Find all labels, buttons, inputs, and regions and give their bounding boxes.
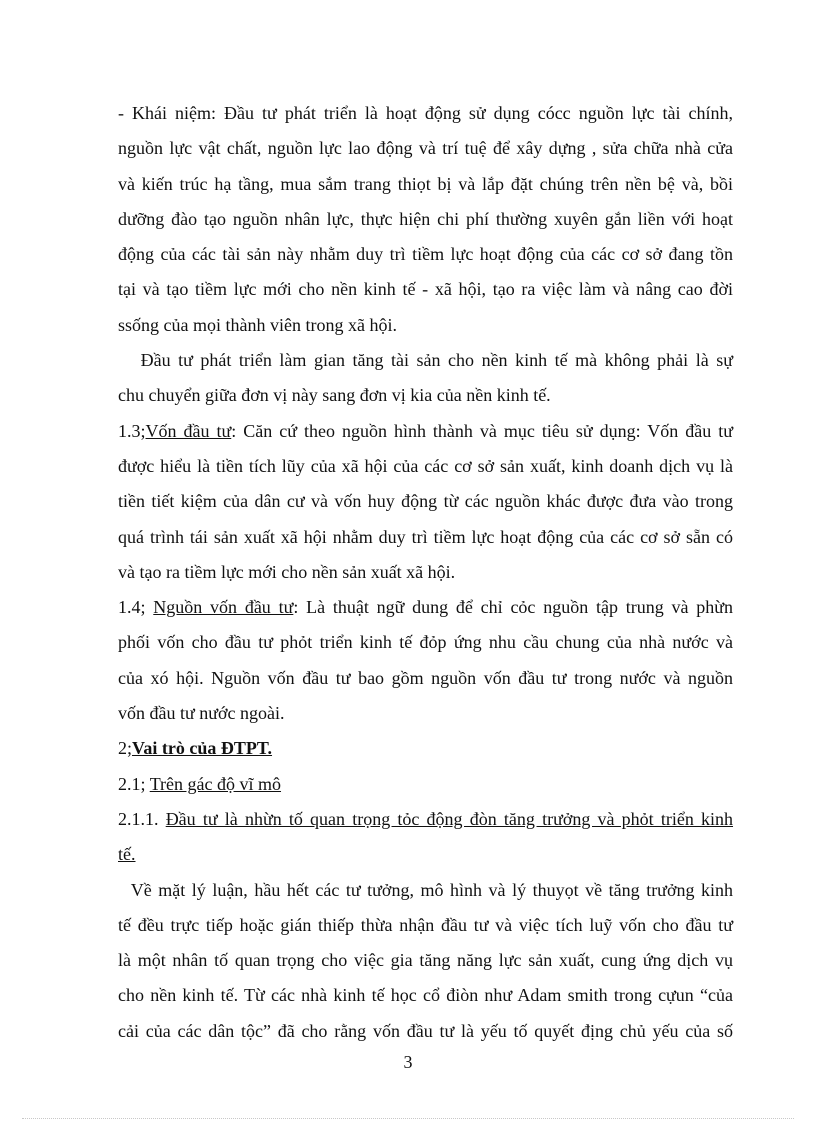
text-line: tiền tiết kiệm của dân cư và vốn huy động từ các nguồn khác được đưa vào trong [118, 491, 733, 512]
section-heading-2-1 [118, 767, 733, 802]
section-heading-2 [118, 731, 733, 766]
defined-term: Nguồn vốn đầu tư [153, 597, 294, 618]
section-title-continued: tế. [118, 844, 136, 865]
section-number: 2.1; [118, 773, 150, 794]
text-line [118, 837, 733, 872]
text-line [118, 414, 733, 449]
definition-text: : Căn cứ theo nguồn hình thành và mục tiêu sử dụng: Vốn đầu tư [231, 420, 734, 441]
definition-text: : Là thuật ngữ dung để chỉ cỏc nguồn tập trung và phừn [293, 597, 733, 618]
text-line: quá trình tái sản xuất xã hội nhằm duy trì tiềm lực hoạt động của các cơ sở sẵn có [118, 526, 733, 547]
text-line: nguồn lực vật chất, nguồn lực lao động và trí tuệ để xây dựng , sửa chữa nhà cửa [118, 138, 733, 159]
defined-term: Vốn đầu tư [145, 420, 232, 441]
document-body [118, 96, 733, 1049]
text-line: cho nền kinh tế. Từ các nhà kinh tế học cổ điòn như Adam smith trong cựun “của [118, 985, 733, 1006]
text-line: phối vốn cho đầu tư phỏt triển kinh tế đỏp ứng nhu cầu chung của nhà nước và [118, 632, 733, 653]
text-line [118, 590, 733, 625]
text-line: Về mặt lý luận, hầu hết các tư tưởng, mô hình và lý thuyọt về tăng trưởng kinh [118, 879, 733, 900]
section-title: Đầu tư là nhừn tố quan trọng tỏc động đòn tăng trưởng và phỏt triển kinh [165, 808, 734, 829]
text-line: ssống của mọi thành viên trong xã hội. [118, 314, 397, 335]
text-line: chu chuyển giữa đơn vị này sang đơn vị kia của nền kinh tế. [118, 385, 551, 406]
text-line: dưỡng đào tạo nguồn nhân lực, thực hiện chi phí thường xuyên gắn liền với hoạt [118, 208, 733, 229]
text-line: và tạo ra tiềm lực mới cho nền sản xuất xã hội. [118, 561, 456, 582]
text-line: cải của các dân tộc” đã cho rằng vốn đầu tư là yếu tố quyết địng chủ yếu của số [118, 1020, 733, 1041]
section-number: 2; [118, 738, 133, 759]
development-paragraph [118, 343, 733, 414]
section-number: 2.1.1. [118, 808, 166, 829]
section-number: 1.3; [118, 420, 146, 441]
text-line: tế đều trực tiếp hoặc gián thiếp thừa nhận đầu tư và việc tích luỹ vốn cho đầu tư [118, 914, 733, 935]
section-heading-2-1-1 [118, 802, 733, 873]
text-line: Đầu tư phát triển làm gian tăng tài sản cho nền kinh tế mà không phải là sự [118, 350, 733, 371]
text-line: là một nhân tố quan trọng cho việc gia tăng năng lực sản xuất, cung ứng dịch vụ [118, 950, 733, 971]
text-line [118, 802, 733, 837]
text-line: của xó hội. Nguồn vốn đầu tư bao gồm nguồn vốn đầu tư trong nước và nguồn [118, 667, 733, 688]
text-line: - Khái niệm: Đầu tư phát triển là hoạt động sử dụng cócc nguồn lực tài chính, [118, 103, 733, 123]
text-line: động của các tài sản này nhằm duy trì tiềm lực hoạt động của các cơ sở đang tồn [118, 244, 733, 265]
capital-source-paragraph [118, 590, 733, 731]
text-line: vốn đầu tư nước ngoài. [118, 703, 285, 724]
footer-divider [22, 1118, 794, 1119]
investment-capital-paragraph [118, 414, 733, 590]
section-title: Trên gác độ vĩ mô [149, 773, 282, 794]
theory-paragraph [118, 873, 733, 1049]
text-line: được hiểu là tiền tích lũy của xã hội của các cơ sở sản xuất, kinh doanh dịch vụ là [118, 455, 733, 476]
section-title: Vai trò của ĐTPT. [132, 738, 273, 759]
page-number: 3 [403, 1052, 413, 1072]
section-number: 1.4; [118, 597, 154, 618]
text-line: và kiến trúc hạ tầng, mua sắm trang thiọt bị và lắp đặt chúng trên nền bệ và, bồi [118, 173, 733, 194]
concept-paragraph [118, 96, 733, 343]
text-line: tại và tạo tiềm lực mới cho nền kinh tế - xã hội, tạo ra việc làm và nâng cao đời [118, 279, 733, 300]
